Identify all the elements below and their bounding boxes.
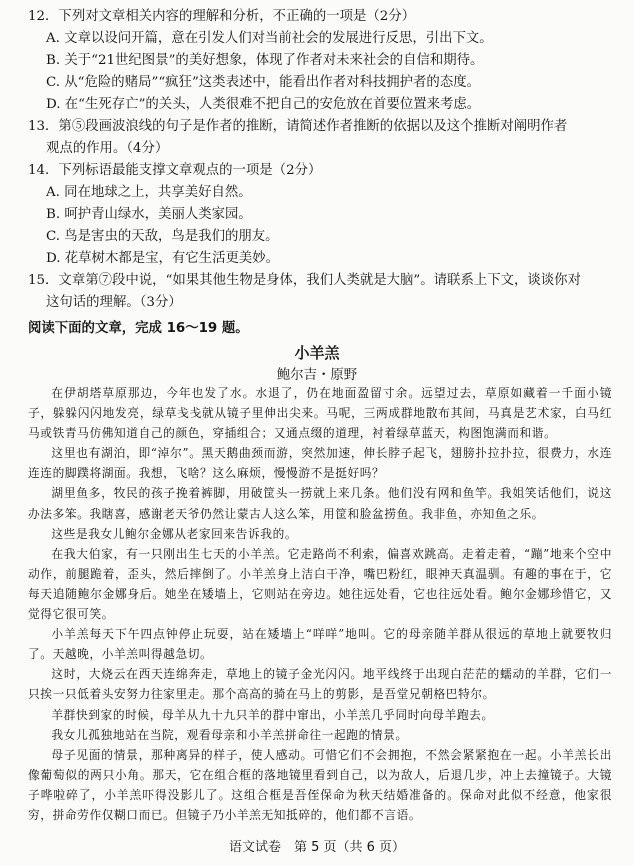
question-14-option-b: B. 呵护青山绿水，美丽人类家园。: [46, 207, 252, 222]
article-paragraph-6: 小羊羔每天下午四点钟停止玩耍，站在矮墙上“咩咩”地叫。它的母亲随羊群从很远的草地上就要牧归了。天越晚，小羊羔叫得越急切。: [28, 627, 612, 662]
question-14-option-c: C. 鸟是害虫的天敌，鸟是我们的朋友。: [46, 229, 279, 244]
question-12-option-d: D. 在“生死存亡”的关头，人类很难不把自己的安危放在首要位置来考虑。: [46, 97, 481, 112]
question-15-line1: 15．文章第⑦段中说，“如果其他生物是身体，我们人类就是大脑”。请联系上下文，谈谈你对: [28, 273, 581, 288]
article-paragraph-3: 湖里鱼多，牧民的孩子挽着裤脚，用破筐头一捞就上来几条。他们没有网和鱼竿。我姐笑话他们，说这办法多笨。我瞎喜，感谢老天爷仍然让蒙古人这么笨，用筐和脸盆捞鱼。我非鱼，亦知鱼之乐。: [28, 486, 612, 521]
question-12-option-a: A. 文章以设问开篇，意在引发人们对当前社会的发展进行反思，引出下文。: [46, 31, 493, 46]
question-12-stem: 12．下列对文章相关内容的理解和分析，不正确的一项是（2分）: [28, 9, 416, 24]
question-12-option-b: B. 关于“21世纪图景”的美好想象，体现了作者对未来社会的自信和期待。: [46, 53, 484, 68]
article-title: 小羊羔: [294, 344, 340, 362]
article-paragraph-1: 在伊胡塔草原那边，今年也发了水。水退了，仍在地面盈留寸余。远望过去，草原如藏着一千面小镜子，躲躲闪闪地发亮，绿草戋戋就从镜子里伸出尖来。马呢，三两成群地散布其间，马真是艺术家，白马红马或铁青马仿佛知道自己的颜色，穿插组合；又通点缀的道理，衬着绿草蓝天，构图饱满而和谐。: [28, 386, 612, 441]
page-footer: 语文试卷 第 5 页（共 6 页）: [228, 840, 406, 855]
question-14-option-a: A. 同在地球之上，共享美好自然。: [46, 185, 252, 200]
article-paragraph-10: 母子见面的情景，那种离异的样子，使人感动。可惜它们不会拥抱，不然会紧紧抱在一起。小羊羔长出像葡萄似的两只小角。那天，它在组合框的落地镜里看到自己，以为敌人，后退几步，冲上去撞镜子。大镜子哗啦碎了，小羊羔吓得没影儿了。这组合框是吾侄保命为秋天结婚准备的。保命对此似不经意，他家很穷，拼命劳作仅糊口而已。但镜子乃小羊羔无知抵碎的，他们都不言语。: [28, 747, 612, 822]
reading-instruction: 阅读下面的文章，完成 16～19 题。: [28, 321, 249, 336]
article-paragraph-7: 这时，大烧云在西天连绵奔走，草地上的镜子金光闪闪。地平线终于出现白茫茫的蠕动的羊群，它们一只挨一只低着头安努力往家里走。那个高高的骑在马上的剪影，是吾堂兄朝格巴特尔。: [28, 667, 612, 702]
question-13-line1: 13．第⑤段画波浪线的句子是作者的推断，请简述作者推断的依据以及这个推断对阐明作者: [28, 119, 568, 134]
question-12-option-c: C. 从“危险的赌局”“疯狂”这类表述中，能看出作者对科技拥护者的态度。: [46, 75, 480, 90]
question-14-option-d: D. 花草树木都是宝，有它生活更美妙。: [46, 251, 280, 266]
article-author: 鲍尔吉・原野: [276, 368, 358, 383]
article-paragraph-4: 这些是我女儿鲍尔金娜从老家回来告诉我的。: [51, 526, 298, 541]
article-paragraph-8: 羊群快到家的时候，母羊从九十九只羊的群中窜出，小羊羔几乎同时向母羊跑去。: [51, 707, 494, 722]
article-paragraph-5: 在我大伯家，有一只刚出生七天的小羊羔。它走路尚不利索，偏喜欢跳高。走着走着，“蹦”地来个空中动作，前腿跪着，歪头，然后摔倒了。小羊羔身上洁白干净，嘴巴粉红，眼神天真温驯。有趣的事在于，它每天追随鲍尔金娜身后。她坐在矮墙上，它则站在旁边。她往远处看，它也往远处看。鲍尔金娜珍惜它，又觉得它很可笑。: [28, 546, 612, 622]
article-paragraph-2: 这里也有湖泊，即“淖尔”。黑天鹅曲颈而游，突然加速，伸长脖子起飞，翅膀扑拉扑拉，很费力，水连连连的脚蹼将湖面。我想，飞啥？这么麻烦，慢慢游不是挺好吗？: [28, 446, 612, 481]
article-paragraph-9: 我女儿孤独地站在当院，观看母亲和小羊羔拼命往一起跑的情景。: [51, 727, 408, 742]
article-body: [28, 383, 612, 825]
question-14-stem: 14．下列标语最能支撑文章观点的一项是（2分）: [28, 163, 322, 178]
question-15-line2: 这句话的理解。（3分）: [46, 295, 182, 310]
question-13-line2: 观点的作用。（4分）: [46, 141, 169, 156]
